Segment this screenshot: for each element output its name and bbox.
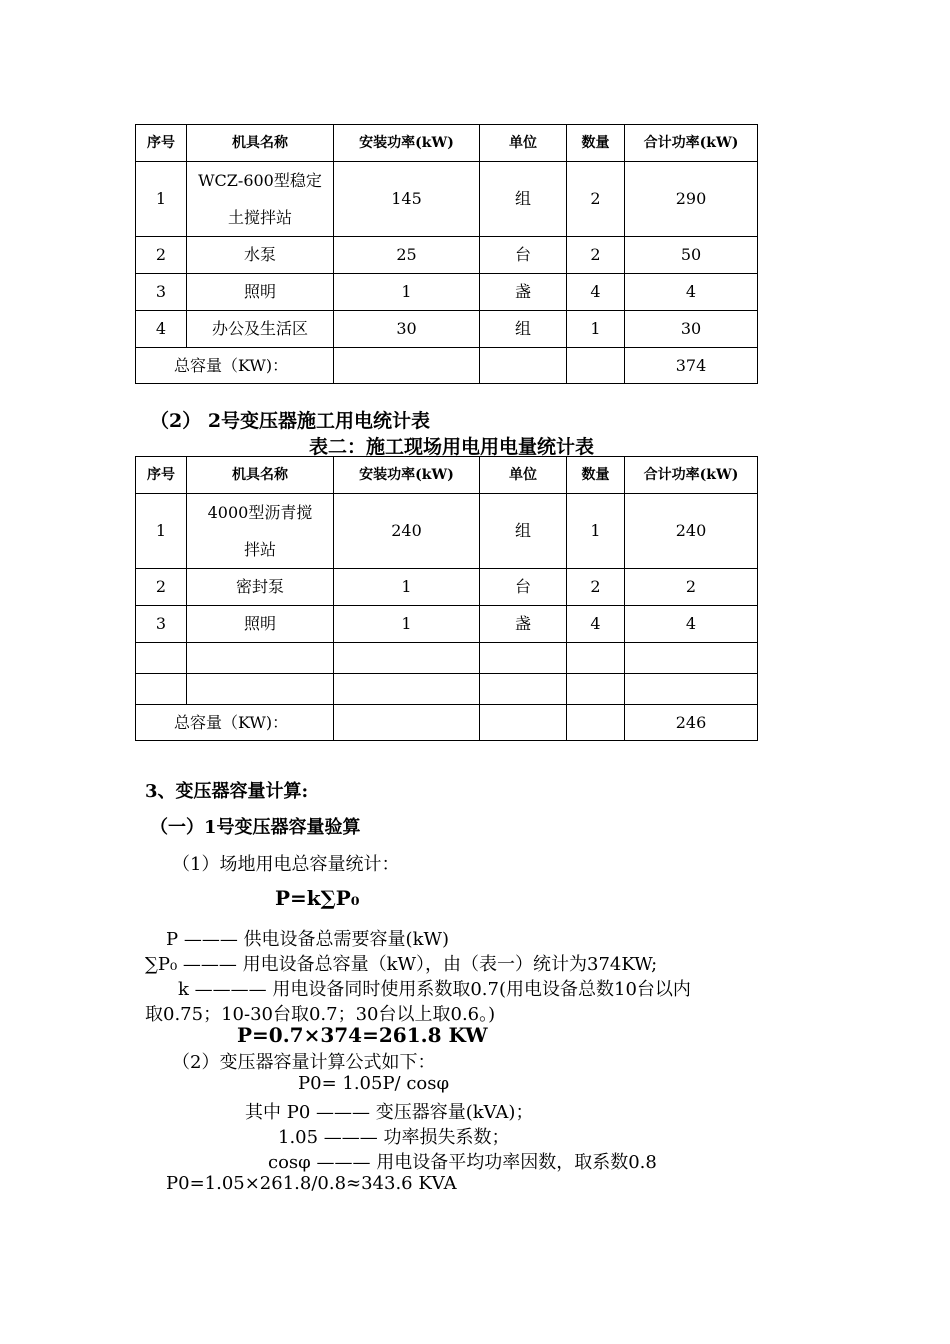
- header-name: 机具名称: [187, 457, 334, 494]
- cell-qty: 4: [567, 274, 625, 311]
- result-1: P=0.7×374=261.8 KW: [237, 1023, 488, 1047]
- cell-qty: 1: [567, 311, 625, 348]
- table-1: [135, 124, 758, 384]
- table-header-row: [136, 125, 758, 162]
- cell-total: 290: [625, 162, 758, 237]
- definition-sum-p0: ∑P₀ ——— 用电设备总容量（kW），由（表一）统计为374KW;: [145, 954, 658, 975]
- cell-unit: 盏: [480, 606, 567, 643]
- table-total-row: [136, 705, 758, 741]
- section-2-heading: （2） 2号变压器施工用电统计表: [150, 410, 431, 432]
- empty-cell: [334, 674, 480, 705]
- cell-name: 密封泵: [187, 569, 334, 606]
- cell-unit: 台: [480, 237, 567, 274]
- table-row: [136, 569, 758, 606]
- cell-name-line1: WCZ-600型稳定: [198, 171, 322, 190]
- total-value: 246: [625, 705, 758, 741]
- empty-cell: [480, 348, 567, 384]
- table-row: [136, 237, 758, 274]
- formula-2: P0= 1.05P/ cosφ: [298, 1073, 450, 1094]
- item-1-heading: （1）场地用电总容量统计：: [172, 854, 400, 875]
- empty-cell: [567, 643, 625, 674]
- empty-cell: [187, 674, 334, 705]
- table-row-empty: [136, 674, 758, 705]
- header-power: 安装功率(kW): [334, 125, 480, 162]
- table-row: [136, 162, 758, 237]
- empty-cell: [480, 643, 567, 674]
- definition-k-line1: k ———— 用电设备同时使用系数取0.7(用电设备总数10台以内: [178, 979, 691, 1000]
- cell-power: 1: [334, 606, 480, 643]
- header-total: 合计功率(kW): [625, 457, 758, 494]
- cell-name-line2: 拌站: [243, 540, 276, 559]
- cell-unit: 盏: [480, 274, 567, 311]
- cell-seq: 3: [136, 606, 187, 643]
- definition-p: P ——— 供电设备总需要容量(kW): [166, 929, 450, 950]
- cell-total: 4: [625, 274, 758, 311]
- total-value: 374: [625, 348, 758, 384]
- where-cos: cosφ ——— 用电设备平均功率因数，取系数0.8: [268, 1152, 657, 1173]
- table-row: [136, 311, 758, 348]
- cell-qty: 4: [567, 606, 625, 643]
- table-row: [136, 274, 758, 311]
- empty-cell: [136, 674, 187, 705]
- header-qty: 数量: [567, 457, 625, 494]
- cell-power: 240: [334, 494, 480, 569]
- header-unit: 单位: [480, 125, 567, 162]
- table-2: [135, 456, 758, 741]
- result-2: P0=1.05×261.8/0.8≈343.6 KVA: [166, 1173, 457, 1194]
- table-row-empty: [136, 643, 758, 674]
- cell-name: 办公及生活区: [187, 311, 334, 348]
- empty-cell: [136, 643, 187, 674]
- cell-unit: 组: [480, 494, 567, 569]
- definition-k-line2: 取0.75；10-30台取0.7；30台以上取0.6。): [145, 1004, 496, 1025]
- where-p0: 其中 P0 ——— 变压器容量(kVA)；: [245, 1102, 534, 1123]
- cell-power: 1: [334, 274, 480, 311]
- cell-power: 30: [334, 311, 480, 348]
- header-power: 安装功率(kW): [334, 457, 480, 494]
- subsection-1-heading: （一）1号变压器容量验算: [150, 817, 361, 838]
- where-105: 1.05 ——— 功率损失系数；: [278, 1127, 510, 1148]
- cell-name: [187, 162, 334, 237]
- cell-unit: 台: [480, 569, 567, 606]
- cell-seq: 3: [136, 274, 187, 311]
- empty-cell: [187, 643, 334, 674]
- total-label: 总容量（KW)：: [136, 348, 334, 384]
- section-3-heading: 3、变压器容量计算:: [145, 781, 309, 802]
- header-total: 合计功率(kW): [625, 125, 758, 162]
- cell-name: 照明: [187, 274, 334, 311]
- empty-cell: [567, 674, 625, 705]
- header-unit: 单位: [480, 457, 567, 494]
- header-seq: 序号: [136, 125, 187, 162]
- cell-seq: 4: [136, 311, 187, 348]
- empty-cell: [625, 643, 758, 674]
- cell-seq: 1: [136, 494, 187, 569]
- cell-name-line1: 4000型沥青搅: [207, 503, 313, 522]
- table-2-title: 表二：施工现场用电用电量统计表: [309, 436, 595, 458]
- header-seq: 序号: [136, 457, 187, 494]
- header-qty: 数量: [567, 125, 625, 162]
- cell-total: 50: [625, 237, 758, 274]
- empty-cell: [480, 705, 567, 741]
- table-header-row: [136, 457, 758, 494]
- cell-seq: 2: [136, 569, 187, 606]
- header-name: 机具名称: [187, 125, 334, 162]
- empty-cell: [625, 674, 758, 705]
- total-label: 总容量（KW)：: [136, 705, 334, 741]
- cell-power: 25: [334, 237, 480, 274]
- cell-qty: 2: [567, 569, 625, 606]
- cell-total: 30: [625, 311, 758, 348]
- empty-cell: [334, 643, 480, 674]
- cell-name: 水泵: [187, 237, 334, 274]
- cell-unit: 组: [480, 162, 567, 237]
- cell-seq: 1: [136, 162, 187, 237]
- empty-cell: [334, 705, 480, 741]
- table-row: [136, 606, 758, 643]
- cell-total: 2: [625, 569, 758, 606]
- cell-name-line2: 土搅拌站: [227, 208, 292, 227]
- cell-total: 240: [625, 494, 758, 569]
- item-2-heading: （2）变压器容量计算公式如下：: [172, 1052, 436, 1073]
- empty-cell: [567, 705, 625, 741]
- cell-unit: 组: [480, 311, 567, 348]
- cell-qty: 1: [567, 494, 625, 569]
- cell-power: 145: [334, 162, 480, 237]
- table-total-row: [136, 348, 758, 384]
- empty-cell: [480, 674, 567, 705]
- formula-1: P=k∑P₀: [275, 886, 360, 910]
- cell-name: [187, 494, 334, 569]
- cell-qty: 2: [567, 237, 625, 274]
- cell-total: 4: [625, 606, 758, 643]
- table-row: [136, 494, 758, 569]
- cell-power: 1: [334, 569, 480, 606]
- cell-name: 照明: [187, 606, 334, 643]
- cell-seq: 2: [136, 237, 187, 274]
- empty-cell: [567, 348, 625, 384]
- empty-cell: [334, 348, 480, 384]
- cell-qty: 2: [567, 162, 625, 237]
